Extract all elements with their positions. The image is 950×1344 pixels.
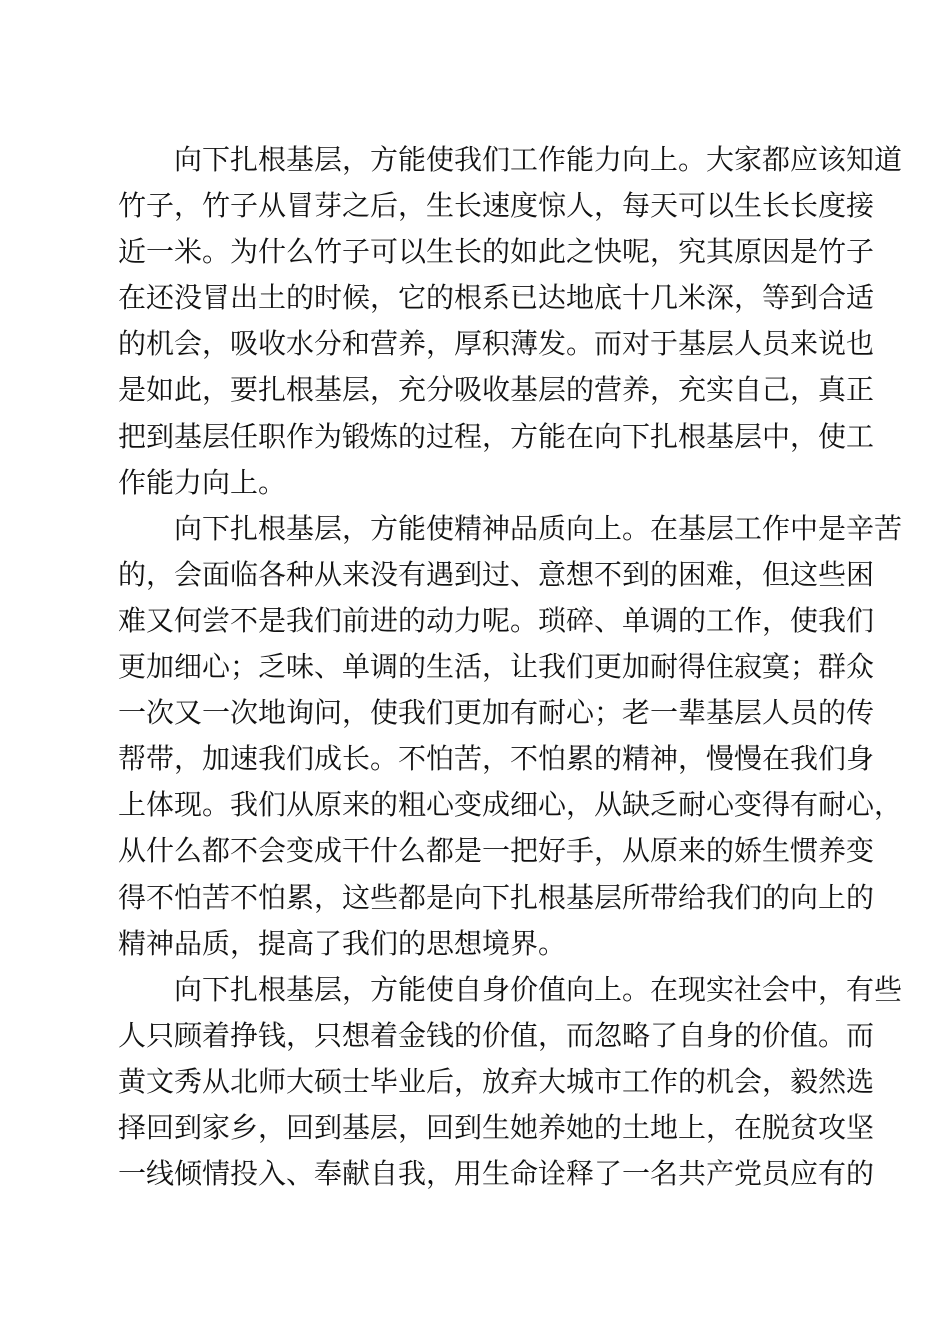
text-line: 把到基层任职作为锻炼的过程，方能在向下扎根基层中，使工 bbox=[118, 419, 875, 453]
text-line: 向下扎根基层，方能使精神品质向上。在基层工作中是辛苦 bbox=[118, 511, 903, 545]
text-line: 帮带，加速我们成长。不怕苦，不怕累的精神，慢慢在我们身 bbox=[118, 742, 875, 776]
text-line: 作能力向上。 bbox=[118, 465, 287, 499]
text-line: 精神品质，提高了我们的思想境界。 bbox=[118, 926, 567, 960]
text-line: 从什么都不会变成干什么都是一把好手，从原来的娇生惯养变 bbox=[118, 834, 875, 868]
text-line: 上体现。我们从原来的粗心变成细心，从缺乏耐心变得有耐心， bbox=[118, 788, 903, 822]
text-line: 近一米。为什么竹子可以生长的如此之快呢，究其原因是竹子 bbox=[118, 235, 875, 269]
body-text bbox=[118, 137, 903, 1197]
text-line: 竹子，竹子从冒芽之后，生长速度惊人，每天可以生长长度接 bbox=[118, 189, 875, 223]
text-line: 向下扎根基层，方能使自身价值向上。在现实社会中，有些 bbox=[118, 972, 903, 1006]
text-line: 向下扎根基层，方能使我们工作能力向上。大家都应该知道 bbox=[118, 143, 903, 176]
text-line: 黄文秀从北师大硕士毕业后，放弃大城市工作的机会，毅然选 bbox=[118, 1064, 875, 1098]
text-line: 在还没冒出土的时候，它的根系已达地底十几米深，等到合适 bbox=[118, 281, 875, 315]
text-line: 的，会面临各种从来没有遇到过、意想不到的困难，但这些困 bbox=[118, 557, 875, 591]
text-line: 是如此，要扎根基层，充分吸收基层的营养，充实自己，真正 bbox=[118, 373, 875, 407]
text-line: 择回到家乡，回到基层，回到生她养她的土地上，在脱贫攻坚 bbox=[118, 1110, 875, 1144]
text-line: 一线倾情投入、奉献自我，用生命诠释了一名共产党员应有的 bbox=[118, 1157, 875, 1191]
text-line: 的机会，吸收水分和营养，厚积薄发。而对于基层人员来说也 bbox=[118, 327, 875, 361]
text-line: 一次又一次地询问，使我们更加有耐心；老一辈基层人员的传 bbox=[118, 696, 875, 730]
text-line: 更加细心；乏味、单调的生活，让我们更加耐得住寂寞；群众 bbox=[118, 650, 875, 684]
text-line: 人只顾着挣钱，只想着金钱的价值，而忽略了自身的价值。而 bbox=[118, 1018, 875, 1052]
text-line: 得不怕苦不怕累，这些都是向下扎根基层所带给我们的向上的 bbox=[118, 880, 875, 914]
text-line: 难又何尝不是我们前进的动力呢。琐碎、单调的工作，使我们 bbox=[118, 603, 875, 637]
